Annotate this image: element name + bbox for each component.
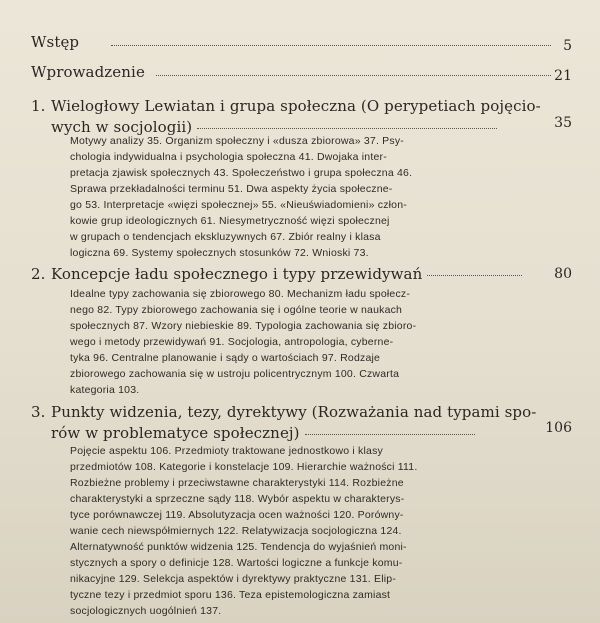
chapter-title-line: 2. Koncepcje ładu społecznego i typy przewidywań — [31, 264, 571, 285]
chapter-number: 3. — [31, 403, 46, 421]
toc-entry-chapter-2[interactable] — [31, 264, 571, 285]
leader-dots — [305, 434, 475, 435]
chapter-number: 1. — [31, 97, 46, 115]
entry-title: Wstęp — [31, 33, 80, 51]
leader-dots — [156, 75, 551, 76]
page-number: 80 — [554, 266, 572, 282]
chapter-3-description: Pojęcie aspektu 106. Przedmioty traktowane jednostkowo i klasy przedmiotów 108. Kategorie i konstelacje 109. Hierarchie ważności 111. Rozbieżne problemy i przeciwstawne charakterystyki 114. Rozbieżne charakterystyki a sprzeczne sądy 118. Wybór aspektu w charakterys- tyce porównawczej 119. Absolutyzacja ocen ważności 120. Porówny- wanie cech niewspółmiernych 122. Relatywizacja socjologiczna 124. Alternatywność punktów widzenia 125. Tendencja do wyjaśnień moni- stycznych a spory o definicje 128. Wartości logiczne a funkcje komu- nikacyjne 129. Selekcja aspektów i dyrektywy praktyczne 131. Elip- tyczne tezy i przedmiot sporu 136. Teza epistemologiczna zamiast socjologicznych uogólnień 137. — [70, 445, 418, 617]
chapter-title-line: wych w socjologii) — [31, 117, 571, 138]
chapter-2-description: Idealne typy zachowania się zbiorowego 80. Mechanizm ładu społecz- nego 82. Typy zbiorowego zachowania się i ogólne teorie w naukach społecznych 87. Wzory niebieskie 89. Typologia zachowania się zbioro- wego i metody przewidywań 91. Socjologia, antropologia, cyberne- tyka 96. Centralne planowanie i sądy o wartościach 97. Rodzaje zbiorowego zachowania się w ustroju policentrycznym 100. Czwarta kategoria 103. — [70, 288, 417, 396]
page-number: 5 — [563, 38, 572, 54]
leader-dots — [197, 128, 497, 129]
chapter-number: 2. — [31, 265, 46, 283]
chapter-title-line: rów w problematyce społecznej) — [31, 423, 571, 444]
page-number: 35 — [554, 115, 572, 131]
leader-dots — [111, 45, 551, 46]
page-number: 106 — [545, 420, 572, 436]
toc-entry-chapter-1[interactable] — [31, 96, 571, 138]
leader-dots — [427, 275, 522, 276]
toc-entry-wstep[interactable] — [31, 32, 571, 53]
page-number: 21 — [554, 68, 572, 84]
chapter-title-line: 1. Wielogłowy Lewiatan i grupa społeczna (O perypetiach pojęcio- — [31, 97, 541, 115]
toc-entry-chapter-3[interactable] — [31, 402, 571, 444]
toc-entry-wprowadzenie[interactable] — [31, 62, 571, 83]
chapter-1-description: Motywy analizy 35. Organizm społeczny i «dusza zbiorowa» 37. Psy- chologia indywidualna i psychologia społeczna 41. Dwojaka inter- pretacja zjawisk społecznych 43. Społeczeństwo i grupa społeczna 46. Sprawa przekładalności terminu 51. Dwa aspekty życia społeczne- go 53. Interpretacje «więzi społecznej» 55. «Nieuświadomieni» człon- kowie grup ideologicznych 61. Niesymetryczność więzi społecznej w grupach o tendencjach ekskluzywnych 67. Zbiór realny i klasa logiczna 69. Systemy społecznych stosunków 72. Wnioski 73. — [70, 135, 413, 259]
entry-title: Wprowadzenie — [31, 63, 145, 81]
chapter-title-line: 3. Punkty widzenia, tezy, dyrektywy (Rozważania nad typami spo- — [31, 403, 537, 421]
